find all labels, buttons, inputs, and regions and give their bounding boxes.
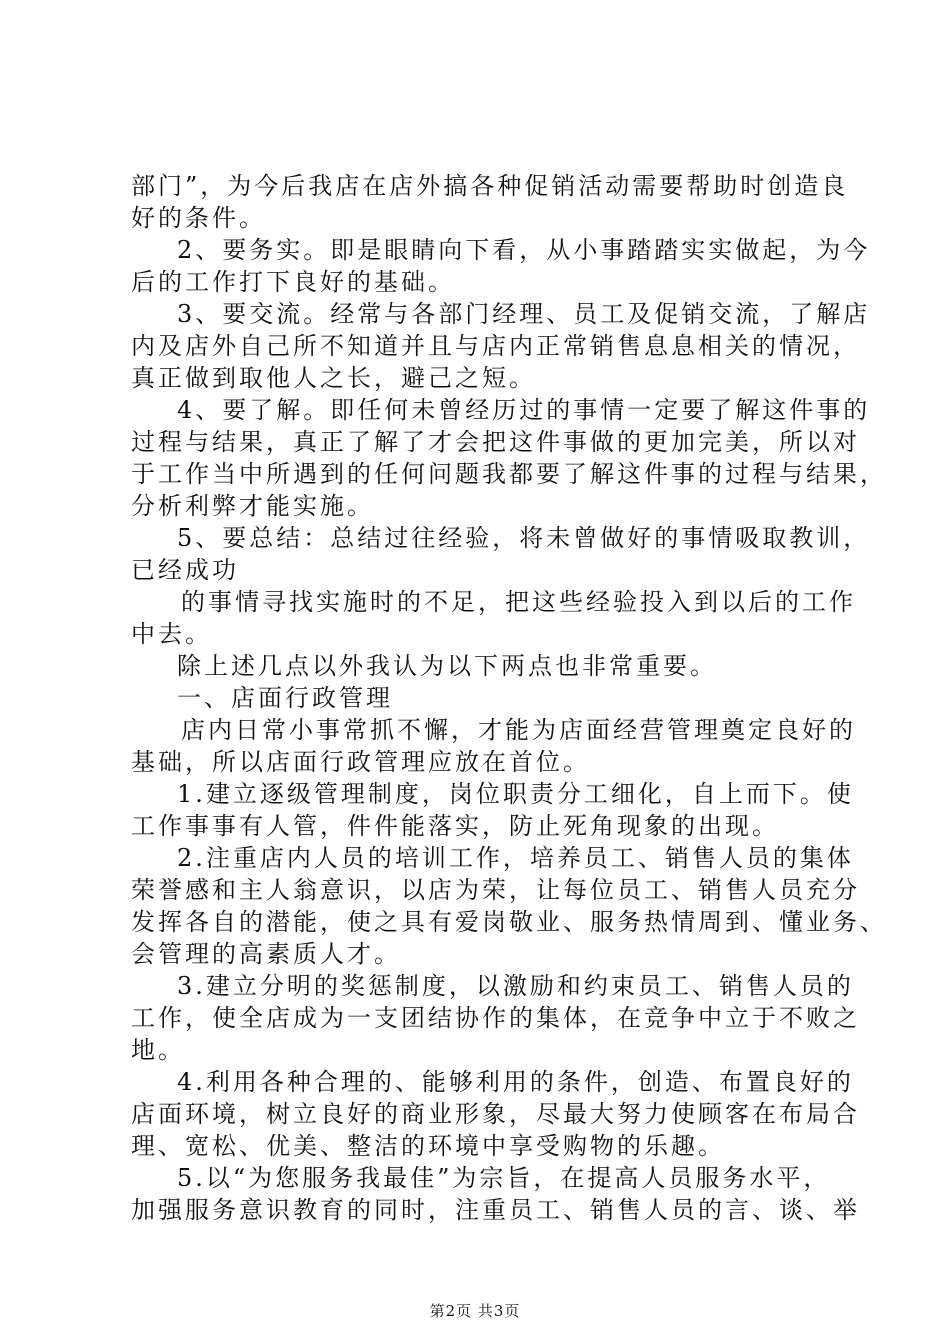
text-line: 真正做到取他人之长，避己之短。 [131, 364, 536, 392]
text-line: 店面环境，树立良好的商业形象，尽最大努力使顾客在布局合 [131, 1100, 860, 1128]
text-line: 后的工作打下良好的基础。 [131, 268, 455, 296]
text-line: 3、要交流。经常与各部门经理、员工及促销交流，了解店 [177, 300, 871, 328]
text-line: 部门”，为今后我店在店外搞各种促销活动需要帮助时创造良 [131, 172, 849, 200]
text-line: 好的条件。 [131, 204, 266, 232]
text-line: 工作，使全店成为一支团结协作的集体，在竞争中立于不败之 [131, 1004, 860, 1032]
text-line: 荣誉感和主人翁意识，以店为荣，让每位员工、销售人员充分 [131, 876, 860, 904]
text-line: 一、店面行政管理 [177, 684, 393, 712]
text-line: 2.注重店内人员的培训工作，培养员工、销售人员的集体 [177, 844, 854, 872]
text-line: 1.建立逐级管理制度，岗位职责分工细化，自上而下。使 [177, 780, 854, 808]
text-line: 于工作当中所遇到的任何问题我都要了解这件事的过程与结果， [131, 460, 887, 488]
text-line: 分析利弊才能实施。 [131, 492, 374, 520]
text-line: 5、要总结：总结过往经验，将未曾做好的事情吸取教训， [177, 524, 871, 552]
text-line: 中去。 [131, 620, 212, 648]
text-line: 内及店外自己所不知道并且与店内正常销售息息相关的情况， [131, 332, 860, 360]
text-line: 4.利用各种合理的、能够利用的条件，创造、布置良好的 [177, 1068, 854, 1096]
text-line: 发挥各自的潜能，使之具有爱岗敬业、服务热情周到、懂业务、 [131, 908, 887, 936]
text-line: 5.以“为您服务我最佳”为宗旨，在提高人员服务水平， [177, 1164, 831, 1192]
text-line: 基础，所以店面行政管理应放在首位。 [131, 748, 590, 776]
text-line: 2、要务实。即是眼睛向下看，从小事踏踏实实做起，为今 [177, 236, 871, 264]
text-line: 4、要了解。即任何未曾经历过的事情一定要了解这件事的 [177, 396, 871, 424]
text-line: 3.建立分明的奖惩制度，以激励和约束员工、销售人员的 [177, 972, 854, 1000]
text-line: 理、宽松、优美、整洁的环境中享受购物的乐趣。 [131, 1132, 725, 1160]
text-line: 店内日常小事常抓不懈，才能为店面经营管理奠定良好的 [181, 716, 856, 744]
text-line: 已经成功 [131, 556, 239, 584]
text-line: 过程与结果，真正了解了才会把这件事做的更加完美，所以对 [131, 428, 860, 456]
page-footer: 第2页 共3页 [429, 1302, 521, 1320]
document-body [131, 170, 887, 1226]
text-line: 加强服务意识教育的同时，注重员工、销售人员的言、谈、举 [131, 1196, 860, 1224]
text-line: 地。 [131, 1036, 185, 1064]
text-line: 的事情寻找实施时的不足，把这些经验投入到以后的工作 [181, 588, 856, 616]
text-line: 工作事事有人管，件件能落实，防止死角现象的出现。 [131, 812, 779, 840]
text-line: 除上述几点以外我认为以下两点也非常重要。 [177, 652, 717, 680]
text-line: 会管理的高素质人才。 [131, 940, 401, 968]
